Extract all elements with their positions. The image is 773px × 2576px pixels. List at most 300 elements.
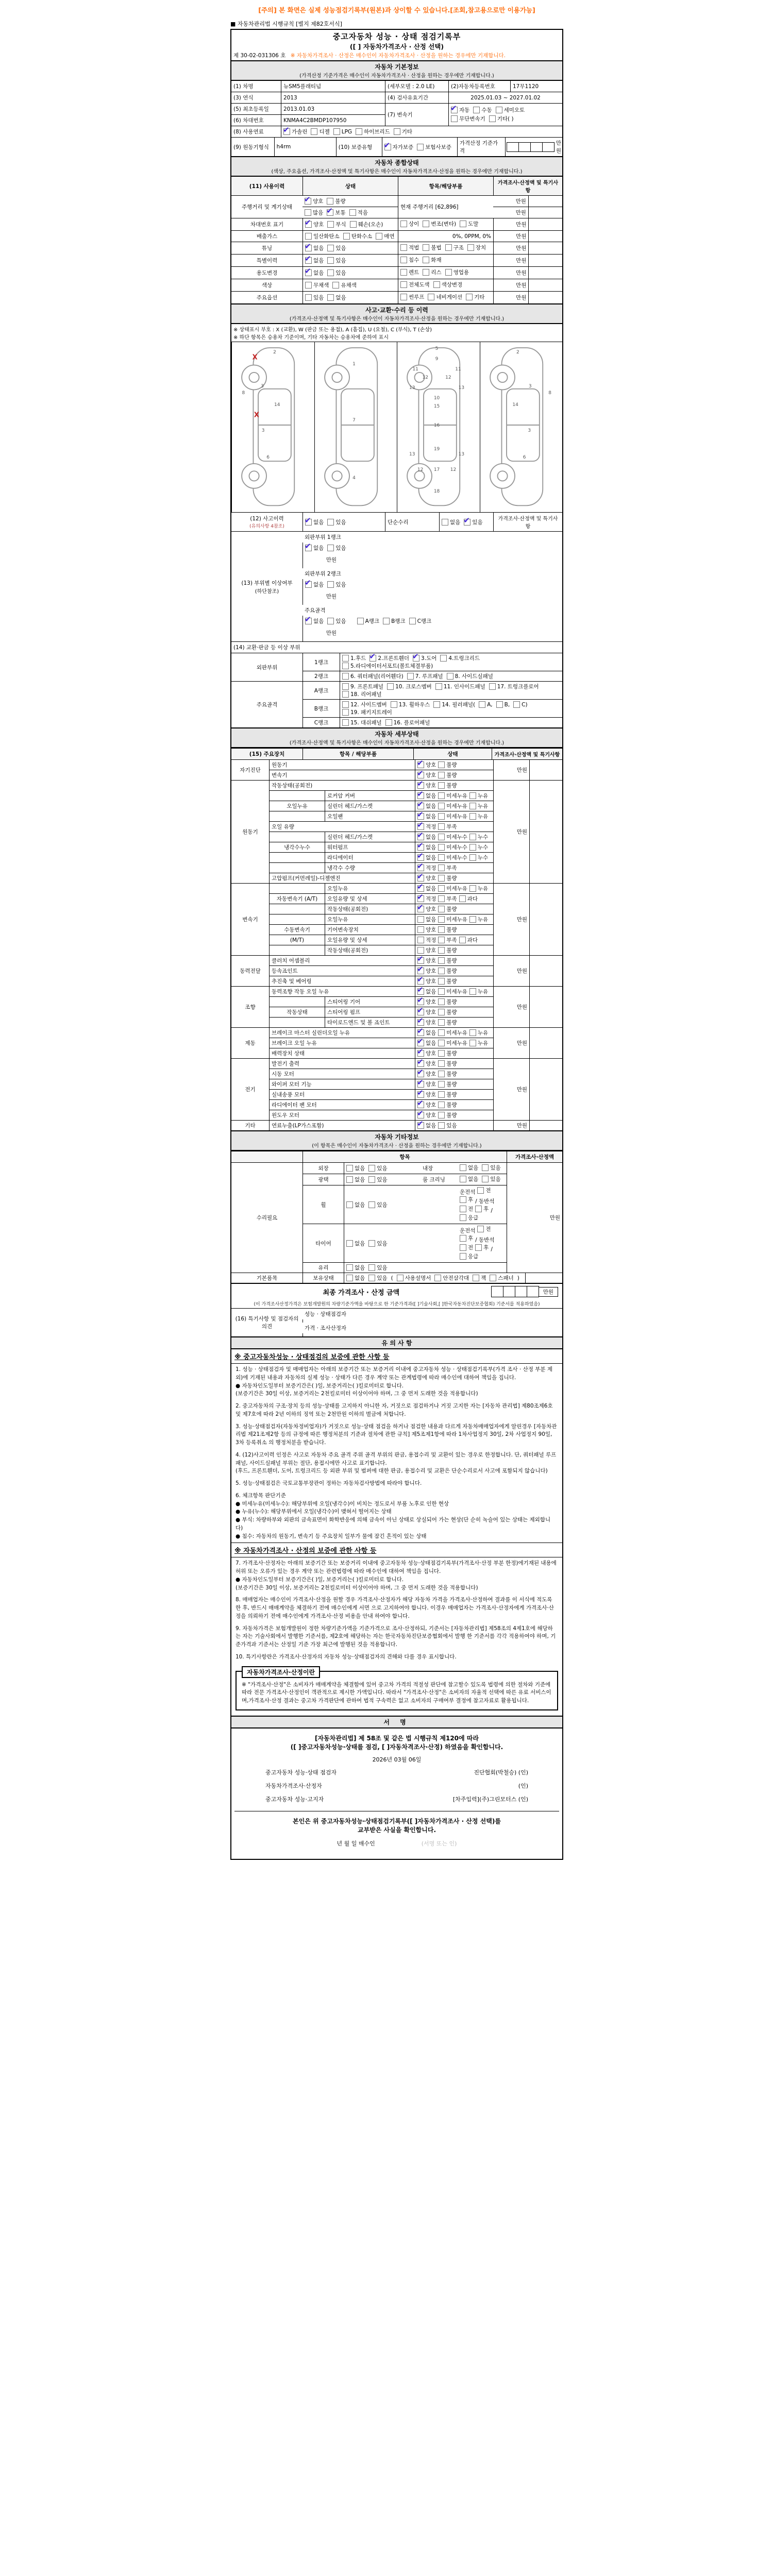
checkbox[interactable] [460,1164,466,1171]
checkbox[interactable] [368,1275,375,1281]
checkbox-option[interactable] [417,1111,436,1119]
checkbox[interactable] [438,1019,445,1026]
checkbox[interactable] [477,1226,484,1232]
price-box[interactable] [542,142,554,152]
checkbox[interactable] [469,916,476,923]
checkbox[interactable] [387,683,394,690]
checkbox[interactable] [327,198,333,205]
checkbox[interactable] [417,1101,424,1108]
checkbox-option[interactable] [475,1236,494,1244]
checkbox[interactable] [327,245,334,251]
checkbox-option[interactable] [460,1175,478,1183]
checkbox-option[interactable] [400,220,419,228]
checkbox-option[interactable] [417,1039,436,1047]
price-box[interactable] [491,1286,503,1297]
checkbox[interactable] [438,834,445,840]
checkbox[interactable] [342,673,349,680]
remark-cell[interactable] [529,884,562,955]
checkbox[interactable] [513,701,520,708]
checkbox[interactable] [400,221,407,227]
checkbox[interactable] [438,916,445,923]
checkbox-option[interactable] [400,281,430,289]
checkbox[interactable] [459,895,466,902]
checkbox-option[interactable] [368,1274,387,1282]
checkbox[interactable] [342,701,349,708]
checkbox-option[interactable] [428,293,462,301]
checkbox[interactable] [438,947,445,954]
checkbox[interactable] [438,1050,445,1057]
checkbox[interactable] [417,906,424,912]
checkbox-option[interactable] [400,256,419,264]
checkbox-option[interactable] [417,977,436,985]
checkbox[interactable] [409,618,416,624]
checkbox-option[interactable] [311,128,329,135]
checkbox[interactable] [305,618,312,624]
checkbox[interactable] [407,673,414,680]
checkbox-option[interactable] [417,998,436,1006]
checkbox[interactable] [469,988,476,995]
checkbox[interactable] [417,1091,424,1098]
checkbox[interactable] [447,673,453,680]
checkbox[interactable] [438,1101,445,1108]
checkbox-option[interactable] [417,1049,436,1057]
checkbox-option[interactable] [400,244,419,251]
checkbox[interactable] [469,854,476,861]
checkbox-option[interactable] [417,792,436,800]
checkbox-option[interactable] [417,833,436,841]
checkbox-option[interactable] [438,1091,457,1098]
checkbox[interactable] [417,1122,424,1129]
remark-cell[interactable] [528,231,562,242]
checkbox[interactable] [496,701,503,708]
checkbox[interactable] [369,655,376,662]
checkbox-option[interactable] [342,654,366,662]
checkbox-option[interactable] [305,269,324,277]
checkbox-option[interactable] [417,885,436,892]
checkbox-option[interactable] [327,581,346,588]
checkbox[interactable] [438,1060,445,1067]
checkbox-option[interactable] [438,895,457,903]
checkbox[interactable] [473,107,480,113]
checkbox[interactable] [417,1029,424,1036]
checkbox[interactable] [417,895,424,902]
checkbox[interactable] [417,968,424,974]
checkbox[interactable] [438,792,445,799]
checkbox-option[interactable] [496,701,510,708]
checkbox[interactable] [490,1275,496,1281]
checkbox-option[interactable] [305,209,323,216]
checkbox-option[interactable] [491,1246,493,1252]
checkbox-option[interactable] [417,926,436,934]
checkbox-option[interactable] [466,293,484,301]
checkbox[interactable] [469,885,476,892]
checkbox-option[interactable] [305,294,324,301]
checkbox[interactable] [376,233,382,240]
checkbox-option[interactable] [482,1164,500,1172]
checkbox-option[interactable] [346,1264,365,1272]
checkbox-option[interactable] [417,782,436,789]
checkbox[interactable] [305,257,312,264]
checkbox[interactable] [489,115,496,122]
checkbox-option[interactable] [417,843,436,851]
remark-cell[interactable] [529,781,562,883]
remark-cell[interactable] [528,255,562,266]
checkbox-option[interactable] [350,221,383,228]
checkbox-option[interactable] [469,1029,488,1037]
remark-cell[interactable] [525,1273,581,1283]
checkbox[interactable] [445,244,452,251]
checkbox-option[interactable] [376,232,394,240]
checkbox[interactable] [489,683,496,690]
checkbox-option[interactable] [368,1264,387,1272]
checkbox-option[interactable] [346,1201,365,1209]
checkbox[interactable] [327,209,333,216]
checkbox[interactable] [417,772,424,778]
checkbox[interactable] [460,1214,466,1221]
checkbox-option[interactable] [417,823,436,831]
checkbox[interactable] [356,128,362,135]
checkbox[interactable] [327,545,334,551]
checkbox-option[interactable] [417,1029,436,1037]
checkbox[interactable] [385,719,392,726]
checkbox-option[interactable] [489,683,539,690]
checkbox-option[interactable] [460,1244,473,1251]
checkbox-option[interactable] [438,823,457,831]
checkbox-option[interactable] [417,946,436,954]
checkbox-option[interactable] [327,257,346,264]
checkbox-option[interactable] [438,874,457,882]
checkbox-option[interactable] [445,268,469,276]
checkbox[interactable] [417,1040,424,1046]
checkbox[interactable] [417,865,424,871]
checkbox-option[interactable] [459,936,478,944]
checkbox-option[interactable] [438,1039,467,1047]
checkbox-option[interactable] [477,1225,491,1233]
checkbox-option[interactable] [438,761,457,769]
checkbox-option[interactable] [469,802,488,810]
checkbox[interactable] [305,545,312,551]
price-box[interactable] [515,1286,527,1297]
checkbox-option[interactable] [423,268,441,276]
checkbox[interactable] [438,1091,445,1098]
checkbox-option[interactable] [496,106,525,114]
checkbox-option[interactable] [438,1111,457,1119]
checkbox[interactable] [417,978,424,985]
checkbox[interactable] [469,803,476,809]
checkbox[interactable] [417,1009,424,1015]
checkbox[interactable] [438,1112,445,1118]
checkbox[interactable] [438,895,445,902]
checkbox-option[interactable] [407,672,443,680]
checkbox-option[interactable] [417,988,436,995]
checkbox-option[interactable] [417,812,436,820]
checkbox[interactable] [460,1244,466,1251]
remark-cell[interactable] [529,956,562,986]
checkbox[interactable] [327,618,334,624]
checkbox-option[interactable] [473,106,492,114]
checkbox-option[interactable] [417,1060,436,1067]
checkbox-option[interactable] [327,294,346,301]
checkbox-option[interactable] [327,244,346,252]
checkbox-option[interactable] [438,1122,457,1129]
checkbox[interactable] [438,1122,445,1129]
checkbox-option[interactable] [460,220,478,228]
checkbox[interactable] [469,834,476,840]
checkbox[interactable] [368,1201,375,1208]
checkbox[interactable] [384,144,391,150]
checkbox-option[interactable] [469,1039,488,1047]
checkbox-option[interactable] [346,1164,365,1172]
checkbox[interactable] [327,294,334,301]
checkbox-option[interactable] [417,854,436,861]
checkbox[interactable] [305,269,312,276]
remark-cell[interactable] [528,242,562,254]
checkbox[interactable] [438,906,445,912]
checkbox-option[interactable] [383,617,406,625]
checkbox-option[interactable] [327,269,346,277]
checkbox-option[interactable] [417,1008,436,1016]
checkbox[interactable] [305,519,312,526]
checkbox[interactable] [496,107,502,113]
checkbox-option[interactable] [438,957,457,964]
checkbox-option[interactable] [438,1008,457,1016]
checkbox-option[interactable] [385,719,430,726]
checkbox-option[interactable] [513,701,527,708]
checkbox[interactable] [368,1165,375,1172]
checkbox-option[interactable] [469,885,488,892]
checkbox[interactable] [327,269,334,276]
checkbox[interactable] [438,813,445,820]
checkbox-option[interactable] [438,843,467,851]
checkbox[interactable] [464,519,470,526]
checkbox[interactable] [346,1165,353,1172]
checkbox[interactable] [469,1029,476,1036]
checkbox-option[interactable] [368,1201,387,1209]
checkbox-option[interactable] [442,518,460,526]
checkbox-option[interactable] [327,221,346,228]
checkbox[interactable] [417,998,424,1005]
checkbox-option[interactable] [475,1244,489,1251]
checkbox[interactable] [417,885,424,892]
checkbox[interactable] [469,844,476,851]
checkbox-option[interactable] [438,977,457,985]
checkbox[interactable] [350,221,357,228]
checkbox[interactable] [451,115,458,122]
checkbox[interactable] [438,1071,445,1077]
checkbox[interactable] [342,655,349,662]
checkbox[interactable] [417,1071,424,1077]
checkbox[interactable] [349,209,356,216]
checkbox-option[interactable] [433,281,463,289]
checkbox-option[interactable] [475,1205,489,1213]
checkbox[interactable] [475,1244,482,1251]
checkbox-option[interactable] [357,617,379,625]
checkbox-option[interactable] [438,946,457,954]
checkbox-option[interactable] [438,1080,457,1088]
remark-cell[interactable] [529,987,562,1027]
remark-cell[interactable] [303,638,337,641]
remark-cell[interactable] [529,196,562,207]
checkbox[interactable] [440,655,447,662]
checkbox[interactable] [413,655,419,662]
checkbox-option[interactable] [491,1208,493,1214]
checkbox-option[interactable] [469,916,488,923]
checkbox[interactable] [438,998,445,1005]
checkbox-option[interactable] [305,232,340,240]
checkbox[interactable] [327,519,334,526]
checkbox[interactable] [438,875,445,882]
price-box[interactable] [507,142,518,152]
checkbox-option[interactable] [369,654,409,662]
checkbox-option[interactable] [417,761,436,769]
checkbox-option[interactable] [440,654,480,662]
checkbox-option[interactable] [413,654,436,662]
checkbox[interactable] [305,221,312,228]
checkbox[interactable] [460,1176,466,1182]
checkbox[interactable] [438,957,445,964]
checkbox[interactable] [400,244,407,251]
checkbox[interactable] [417,947,424,954]
checkbox[interactable] [357,618,364,624]
checkbox[interactable] [438,761,445,768]
checkbox[interactable] [460,1253,466,1260]
checkbox-option[interactable] [305,281,329,289]
remark-cell[interactable] [528,267,562,279]
checkbox-option[interactable] [346,1274,365,1282]
checkbox[interactable] [368,1240,375,1247]
checkbox[interactable] [283,128,290,135]
checkbox-option[interactable] [473,1274,486,1282]
checkbox[interactable] [333,128,340,135]
checkbox[interactable] [459,937,466,943]
checkbox-option[interactable] [434,1274,469,1282]
checkbox[interactable] [460,1206,466,1212]
price-box[interactable] [518,142,530,152]
checkbox[interactable] [442,519,448,526]
checkbox-option[interactable] [417,771,436,779]
checkbox-option[interactable] [342,672,404,680]
remark-cell[interactable] [529,1121,562,1130]
checkbox[interactable] [417,813,424,820]
checkbox-option[interactable] [349,209,368,216]
checkbox-option[interactable] [332,281,356,289]
checkbox-option[interactable] [433,701,475,708]
checkbox-option[interactable] [438,1070,457,1078]
checkbox-option[interactable] [417,1019,436,1026]
checkbox[interactable] [397,1275,404,1281]
checkbox-option[interactable] [451,106,469,114]
checkbox[interactable] [327,257,334,264]
checkbox-option[interactable] [438,1019,457,1026]
checkbox-option[interactable] [479,701,493,708]
checkbox-option[interactable] [417,957,436,964]
checkbox-option[interactable] [460,1252,478,1260]
checkbox[interactable] [368,1176,375,1183]
checkbox[interactable] [400,257,407,263]
checkbox[interactable] [438,854,445,861]
checkbox-option[interactable] [490,1274,513,1282]
checkbox-option[interactable] [445,244,464,251]
checkbox-option[interactable] [438,1049,457,1057]
checkbox-option[interactable] [417,1070,436,1078]
checkbox-option[interactable] [423,220,456,228]
checkbox-option[interactable] [464,518,482,526]
checkbox[interactable] [438,1040,445,1046]
checkbox[interactable] [417,916,424,923]
checkbox-option[interactable] [342,662,433,670]
checkbox-option[interactable] [438,988,467,995]
checkbox[interactable] [400,269,407,276]
checkbox[interactable] [460,221,466,227]
checkbox-option[interactable] [460,1164,478,1172]
checkbox-option[interactable] [469,812,488,820]
checkbox-option[interactable] [447,672,493,680]
checkbox[interactable] [305,581,312,588]
checkbox[interactable] [451,107,458,113]
checkbox[interactable] [342,663,349,669]
checkbox-option[interactable] [343,232,373,240]
checkbox-option[interactable] [417,1080,436,1088]
checkbox-option[interactable] [460,1227,475,1234]
checkbox[interactable] [368,1264,375,1271]
checkbox-option[interactable] [460,1214,478,1222]
checkbox-option[interactable] [346,1176,365,1183]
checkbox[interactable] [417,823,424,830]
checkbox-option[interactable] [417,802,436,810]
checkbox[interactable] [438,988,445,995]
checkbox[interactable] [475,1206,482,1212]
checkbox[interactable] [438,865,445,871]
checkbox-option[interactable] [417,916,436,923]
checkbox-option[interactable] [469,854,488,861]
checkbox[interactable] [438,968,445,974]
checkbox[interactable] [383,618,390,624]
checkbox-option[interactable] [477,1187,491,1194]
checkbox[interactable] [332,282,339,289]
checkbox[interactable] [417,875,424,882]
checkbox-option[interactable] [409,617,432,625]
checkbox-option[interactable] [397,1274,431,1282]
checkbox-option[interactable] [305,518,324,526]
remark-cell[interactable] [529,760,562,780]
checkbox[interactable] [417,761,424,768]
checkbox-option[interactable] [342,708,392,716]
checkbox-option[interactable] [333,128,352,135]
checkbox-option[interactable] [459,895,478,903]
checkbox-option[interactable] [305,617,324,625]
checkbox[interactable] [423,257,429,263]
checkbox-option[interactable] [417,895,436,903]
checkbox-option[interactable] [438,812,467,820]
checkbox-option[interactable] [460,1188,475,1196]
checkbox[interactable] [305,198,311,205]
checkbox-option[interactable] [342,701,387,708]
checkbox[interactable] [417,926,424,933]
checkbox-option[interactable] [489,115,514,123]
checkbox-option[interactable] [327,544,346,552]
checkbox[interactable] [391,701,397,708]
checkbox[interactable] [438,978,445,985]
checkbox[interactable] [445,269,452,276]
remark-cell[interactable] [529,1028,562,1058]
checkbox-option[interactable] [305,197,323,205]
checkbox-option[interactable] [438,967,457,975]
checkbox-option[interactable] [417,874,436,882]
price-box[interactable] [530,142,542,152]
checkbox-option[interactable] [423,256,441,264]
checkbox[interactable] [467,244,474,251]
checkbox[interactable] [305,245,312,251]
